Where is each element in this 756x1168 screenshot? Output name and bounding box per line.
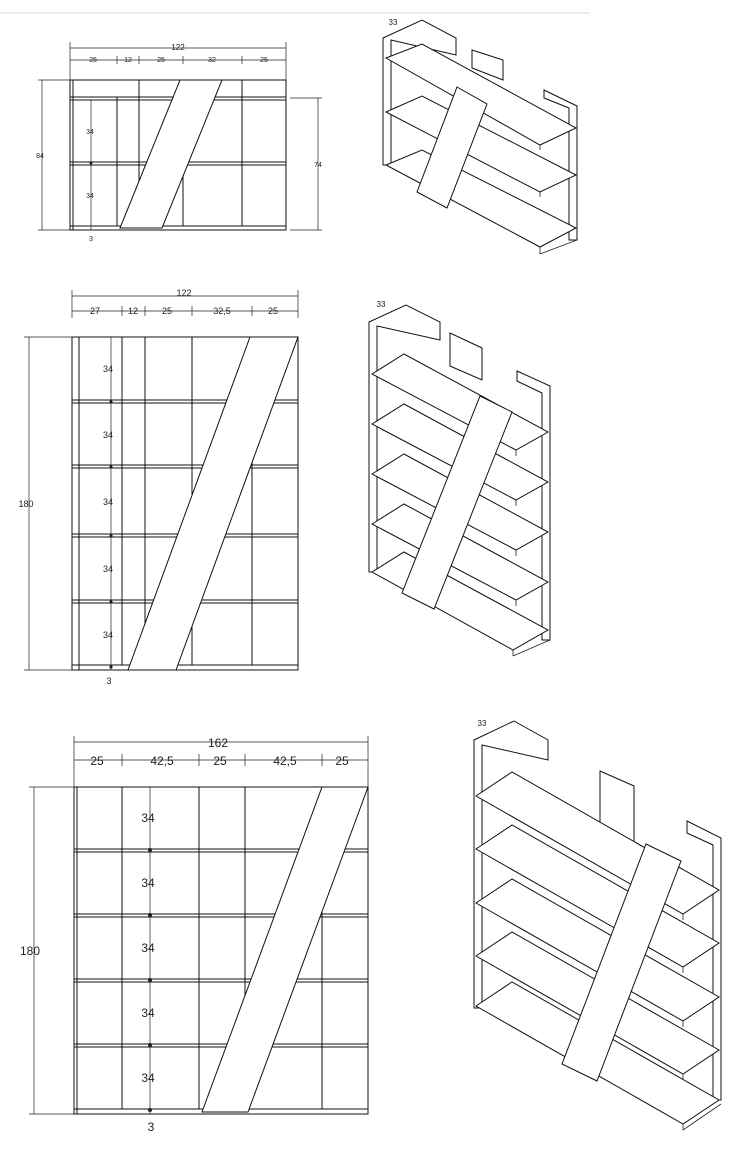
- compartment-height-label: 34: [86, 129, 94, 136]
- front-view-3: [20, 736, 368, 1134]
- compartment-height-label: 34: [141, 1071, 155, 1085]
- column-width-label: 25: [157, 57, 165, 64]
- compartment-height-label: 34: [102, 564, 114, 574]
- compartment-height-label: 34: [102, 630, 114, 640]
- total-height-label: 84: [36, 153, 44, 160]
- total-height-label: 180: [19, 944, 41, 958]
- depth-label: 33: [376, 300, 386, 309]
- column-width-label: 25: [89, 57, 97, 64]
- compartment-height-label: 34: [102, 364, 114, 374]
- base-height-label: 3: [106, 676, 112, 686]
- column-width-label: 25: [335, 754, 349, 768]
- compartment-height-label: 34: [102, 430, 114, 440]
- right-upright: [517, 371, 550, 640]
- compartment-height-label: 34: [141, 811, 155, 825]
- diagonal-board: [202, 787, 368, 1112]
- compartment-height-label: 34: [86, 193, 94, 200]
- shelf-height-label: 74: [314, 162, 322, 169]
- total-height-label: 180: [18, 499, 34, 509]
- isometric-view-3: [474, 719, 721, 1130]
- column-width-label: 25: [260, 57, 268, 64]
- compartment-height-label: 34: [141, 876, 155, 890]
- diagonal-board: [128, 337, 298, 670]
- column-width-label: 25: [213, 754, 227, 768]
- column-width-label: 32,5: [213, 306, 231, 316]
- middle-upright: [450, 333, 482, 380]
- column-width-label: 25: [267, 306, 279, 316]
- column-width-label: 25: [161, 306, 173, 316]
- column-width-label: 32: [208, 57, 216, 64]
- front-view-1: [36, 42, 322, 243]
- compartment-height-label: 34: [141, 941, 155, 955]
- column-width-label: 42,5: [273, 754, 297, 768]
- depth-label: 33: [477, 719, 487, 728]
- diagonal-board: [120, 80, 222, 228]
- depth-label: 33: [388, 18, 398, 27]
- compartment-height-label: 34: [141, 1006, 155, 1020]
- column-width-label: 12: [127, 306, 139, 316]
- front-view-2: [18, 288, 298, 686]
- column-width-label: 42,5: [150, 754, 174, 768]
- isometric-view-1: [383, 18, 577, 254]
- base-height-label: 3: [147, 1120, 155, 1134]
- compartment-height-label: 34: [102, 497, 114, 507]
- column-width-label: 27: [89, 306, 101, 316]
- column-width-label: 12: [124, 57, 132, 64]
- total-width-label: 162: [207, 736, 229, 750]
- isometric-view-2: [369, 300, 550, 656]
- column-width-label: 25: [90, 754, 104, 768]
- total-width-label: 122: [176, 288, 192, 298]
- base-height-label: 3: [89, 236, 93, 243]
- total-width-label: 122: [171, 43, 185, 52]
